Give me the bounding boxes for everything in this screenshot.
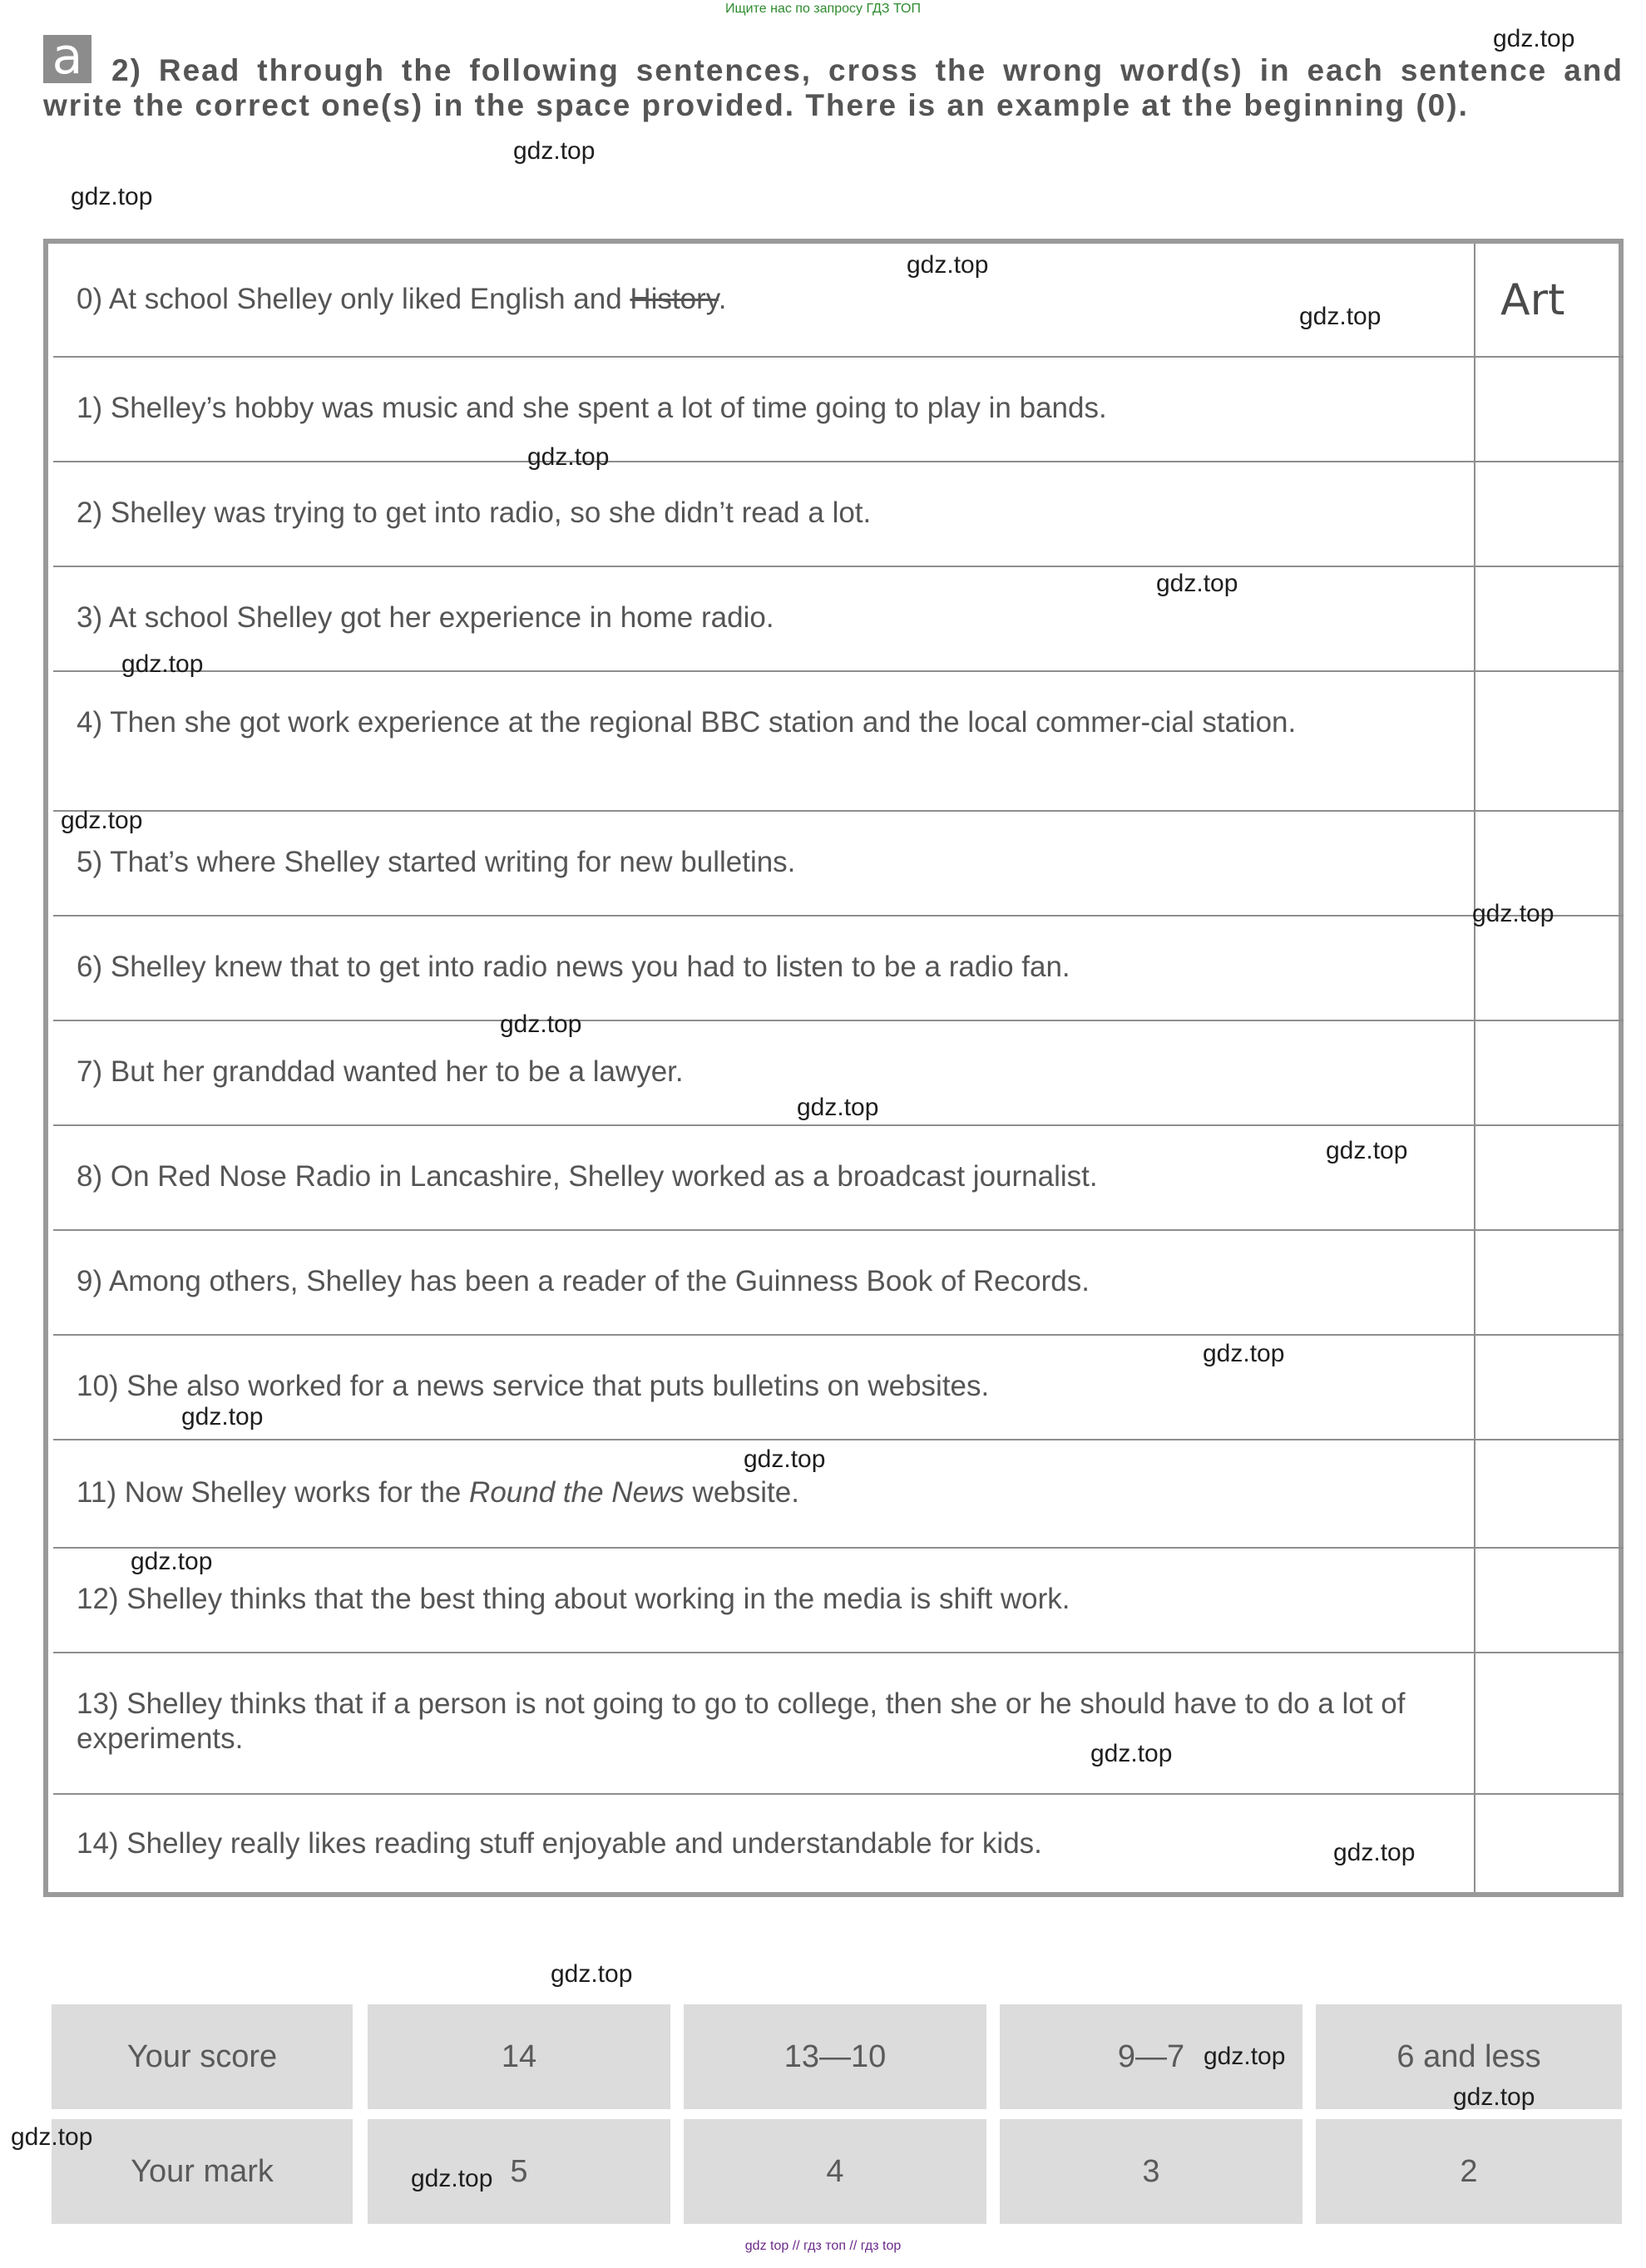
- table-row: [53, 810, 1624, 915]
- table-row: [53, 1547, 1624, 1652]
- sentence-6: 6) Shelley knew that to get into radio news you had to listen to be a radio fan.: [77, 951, 1070, 983]
- watermark: gdz.top: [744, 1445, 826, 1473]
- table-row: [53, 1652, 1624, 1793]
- website-name: Round the News: [469, 1476, 685, 1509]
- watermark: gdz.top: [551, 1960, 633, 1988]
- watermark: gdz.top: [61, 807, 143, 834]
- answer-cell[interactable]: [1474, 672, 1625, 810]
- watermark: gdz.top: [1453, 2083, 1535, 2111]
- answer-cell[interactable]: [1474, 567, 1625, 670]
- table-row: [53, 244, 1624, 356]
- answer-cell[interactable]: [1474, 1021, 1625, 1124]
- watermark: gdz.top: [71, 183, 153, 210]
- watermark: gdz.top: [411, 2165, 493, 2192]
- score-cell: 14: [368, 2004, 670, 2109]
- task-instructions: [43, 53, 1624, 123]
- sentence-1: 1) Shelley’s hobby was music and she spent a lot of time going to play in bands.: [77, 392, 1107, 424]
- answer-cell[interactable]: [1474, 1795, 1625, 1892]
- sentence-9: 9) Among others, Shelley has been a reader of the Guinness Book of Records.: [77, 1265, 1090, 1297]
- table-row: [53, 356, 1624, 461]
- top-banner[interactable]: Ищите нас по запросу ГДЗ ТОП: [725, 2, 921, 16]
- score-cell: 9—7: [1000, 2004, 1302, 2109]
- mark-cell: 3: [1000, 2119, 1302, 2224]
- sentences-table: [43, 239, 1624, 1897]
- mark-cell: 5: [368, 2119, 670, 2224]
- your-mark-label: Your mark: [52, 2119, 353, 2224]
- watermark: gdz.top: [1090, 1740, 1173, 1767]
- sentence-10: 10) She also worked for a news service that puts bulletins on websites.: [77, 1370, 990, 1402]
- sentence-0: 0) At school Shelley only liked English and History.: [77, 283, 727, 315]
- watermark: gdz.top: [500, 1010, 582, 1038]
- watermark: gdz.top: [513, 137, 596, 165]
- answer-cell[interactable]: [1474, 917, 1625, 1020]
- table-row: [53, 670, 1624, 810]
- watermark: gdz.top: [1156, 570, 1238, 597]
- watermark: gdz.top: [1493, 25, 1575, 52]
- watermark: gdz.top: [1203, 1340, 1285, 1367]
- answer-cell[interactable]: [1474, 244, 1625, 356]
- watermark: gdz.top: [131, 1548, 213, 1575]
- watermark: gdz.top: [1472, 900, 1555, 927]
- sentence-7: 7) But her granddad wanted her to be a lawyer.: [77, 1055, 684, 1088]
- answer-cell[interactable]: [1474, 1231, 1625, 1334]
- answer-0: Art: [1500, 275, 1565, 325]
- table-row: [53, 461, 1624, 566]
- answer-cell[interactable]: [1474, 1440, 1625, 1547]
- table-row: [53, 1334, 1624, 1439]
- bottom-banner[interactable]: gdz top // гдз топ // гдз top: [744, 2239, 902, 2253]
- sentence-8: 8) On Red Nose Radio in Lancashire, Shelley worked as a broadcast journalist.: [77, 1160, 1098, 1193]
- watermark: gdz.top: [1333, 1839, 1416, 1866]
- answer-cell[interactable]: [1474, 1549, 1625, 1652]
- mark-cell: 2: [1316, 2119, 1622, 2224]
- watermark: gdz.top: [181, 1403, 264, 1430]
- section-letter-icon: a: [43, 35, 91, 83]
- table-row: [53, 1229, 1624, 1334]
- sentence-3: 3) At school Shelley got her experience in home radio.: [77, 601, 774, 634]
- answer-cell[interactable]: [1474, 462, 1625, 566]
- sentence-14: 14) Shelley really likes reading stuff enjoyable and understandable for kids.: [77, 1827, 1042, 1860]
- watermark: gdz.top: [907, 251, 989, 279]
- sentence-2: 2) Shelley was trying to get into radio, so she didn’t read a lot.: [77, 497, 872, 529]
- watermark: gdz.top: [11, 2123, 93, 2151]
- table-row: [53, 1439, 1624, 1547]
- sentence-4: 4) Then she got work experience at the regional BBC station and the local commer-cial station.: [77, 706, 1297, 739]
- answer-cell[interactable]: [1474, 1336, 1625, 1439]
- sentence-13: 13) Shelley thinks that if a person is not going to go to college, then she or he should have to do a lot of experiments.: [77, 1687, 1406, 1755]
- watermark: gdz.top: [1326, 1137, 1408, 1164]
- answer-cell[interactable]: [1474, 358, 1625, 461]
- watermark: gdz.top: [797, 1094, 879, 1121]
- table-row: [53, 915, 1624, 1020]
- table-row: [53, 566, 1624, 670]
- score-cell: 13—10: [684, 2004, 986, 2109]
- score-cell: 6 and less: [1316, 2004, 1622, 2109]
- watermark: gdz.top: [1299, 303, 1382, 330]
- watermark: gdz.top: [121, 650, 204, 678]
- answer-cell[interactable]: [1474, 1653, 1625, 1793]
- answer-cell[interactable]: [1474, 1126, 1625, 1229]
- sentence-5: 5) That’s where Shelley started writing for new bulletins.: [77, 846, 796, 878]
- mark-cell: 4: [684, 2119, 986, 2224]
- sentence-12: 12) Shelley thinks that the best thing about working in the media is shift work.: [77, 1583, 1070, 1615]
- your-score-label: Your score: [52, 2004, 353, 2109]
- task-text: 2) Read through the following sentences, cross the wrong word(s) in each sentence and write the correct one(s) in the space provided. There is an example at the beginning (0).: [43, 53, 1624, 122]
- sentence-11: 11) Now Shelley works for the Round the News website.: [77, 1476, 799, 1509]
- crossed-word: History: [630, 283, 719, 315]
- watermark: gdz.top: [527, 443, 610, 471]
- watermark: gdz.top: [1204, 2043, 1286, 2070]
